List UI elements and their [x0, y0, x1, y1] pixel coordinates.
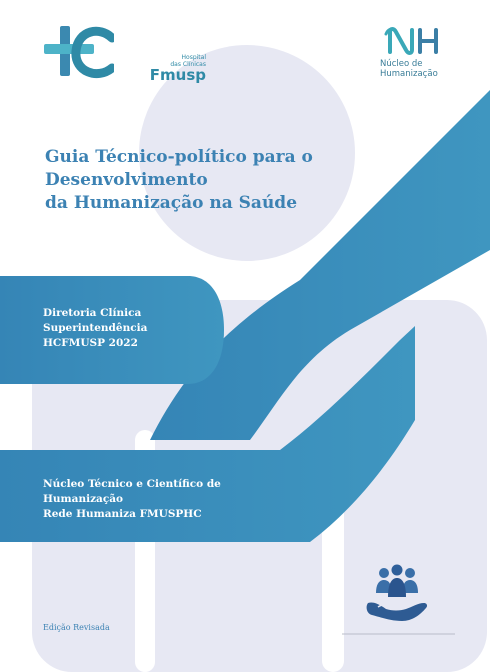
band-2-line-1: Núcleo Técnico e Científico de [43, 478, 221, 490]
band-1-line-1: Diretoria Clínica [43, 307, 142, 319]
hand-people-icon [364, 563, 430, 627]
band-2-text [43, 477, 221, 522]
hc-logo-line2: das Clínicas [170, 61, 206, 68]
nucleo-humanizacao-logo [380, 26, 450, 88]
title-line-2: Desenvolvimento [45, 170, 208, 190]
hc-logo-line1: Hospital [181, 54, 206, 61]
band-2-line-3: Rede Humaniza FMUSPHC [43, 508, 202, 520]
nh-logo-line1: Núcleo de [380, 59, 423, 69]
title-line-3: da Humanização na Saúde [45, 193, 298, 213]
band-1-line-2: Superintendência [43, 322, 148, 334]
band-1-line-3: HCFMUSP 2022 [43, 337, 138, 349]
document-title [45, 146, 345, 215]
hc-logo-name: Fmusp [149, 66, 206, 84]
edition-label: Edição Revisada [43, 623, 110, 632]
hc-logo-text [120, 54, 206, 83]
title-line-1: Guia Técnico-político para o [45, 147, 313, 167]
hc-logo-icon [42, 24, 114, 82]
nh-logo-line2: Humanização [380, 69, 438, 79]
hc-fmusp-logo [42, 24, 206, 84]
nh-logo-text [380, 59, 450, 79]
band-1-text [43, 306, 147, 351]
nh-logo-icon [384, 26, 446, 56]
band-2-line-2: Humanização [43, 493, 124, 505]
